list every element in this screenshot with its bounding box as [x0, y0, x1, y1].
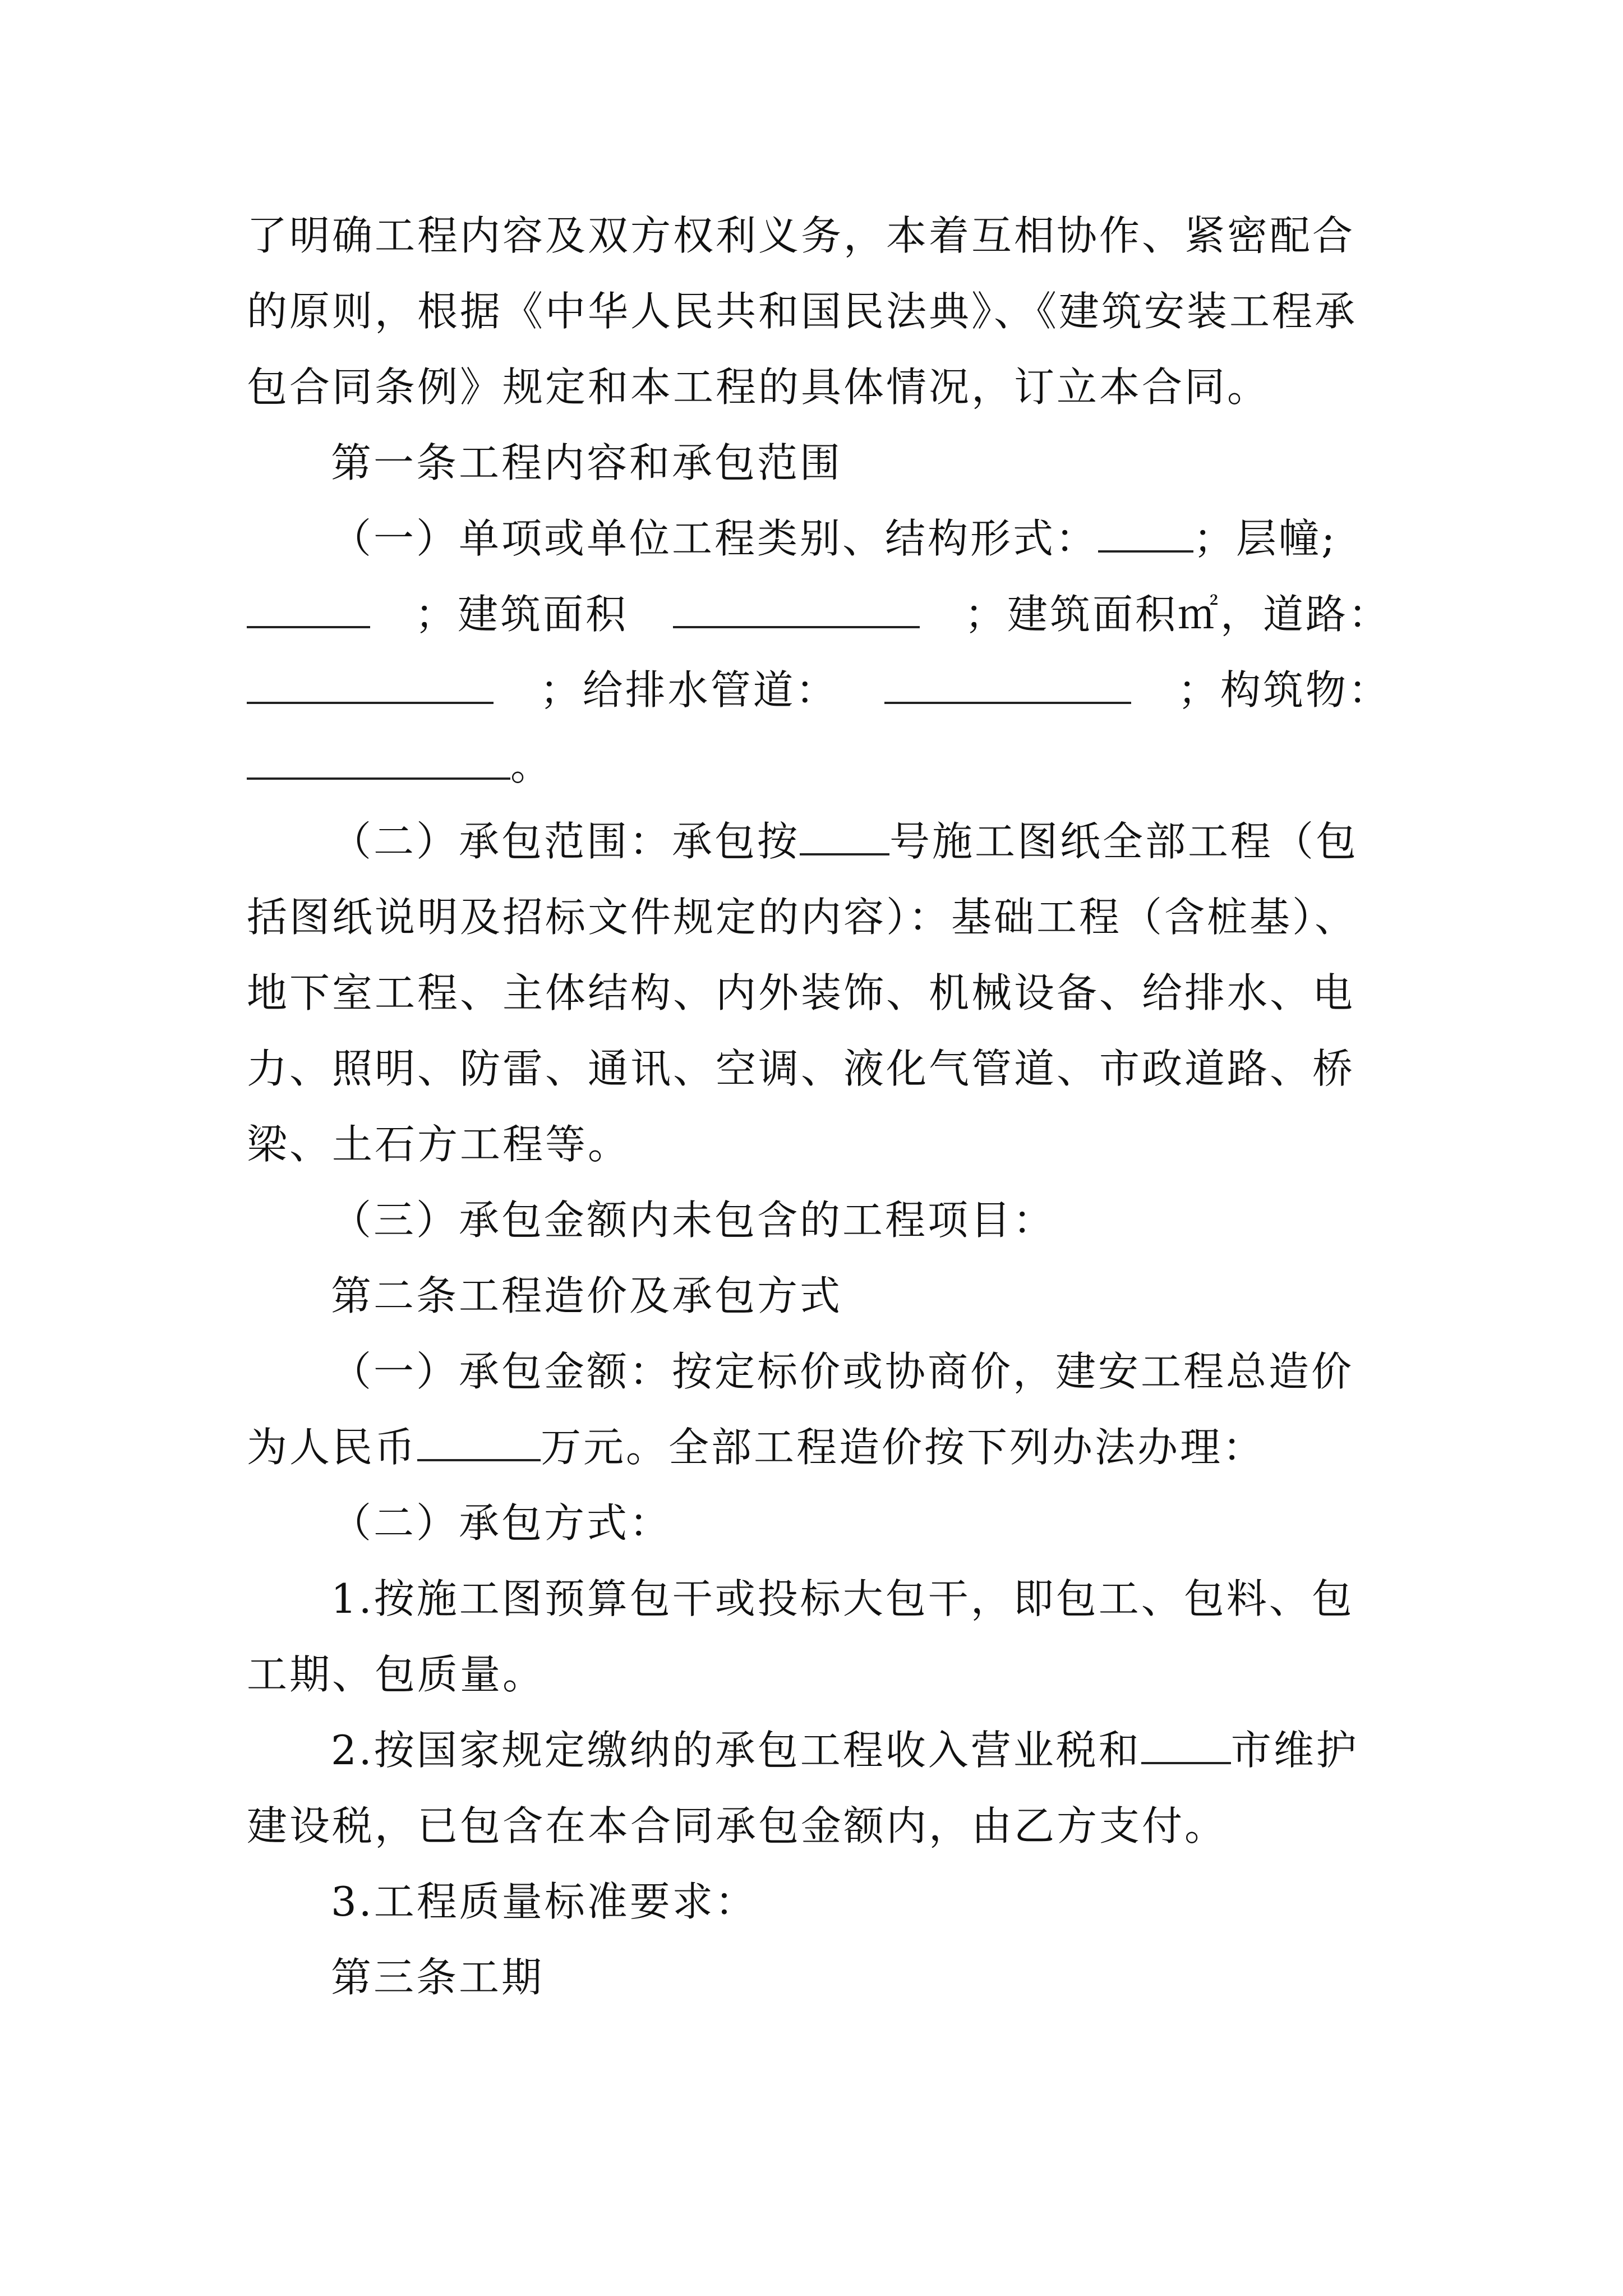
method-1-line-2: 工期、包质量。	[247, 1651, 546, 1698]
scope-label-cont: 号施工图纸全部工程（包	[889, 818, 1359, 865]
floors-label: ；层幢;	[1193, 515, 1338, 562]
drainage-blank[interactable]	[884, 667, 1131, 704]
article-2-title: 第二条工程造价及承包方式	[331, 1272, 843, 1319]
floors-blank[interactable]	[247, 591, 370, 628]
price-amount-blank[interactable]	[417, 1424, 541, 1461]
method-2-line-1	[331, 1722, 1391, 1778]
area-road-label: ；建筑面积㎡，道路：	[964, 591, 1391, 638]
item-1-line-4	[247, 738, 1391, 794]
scope-label: （二）承包范围：承包按	[331, 818, 800, 865]
road-blank[interactable]	[247, 667, 494, 704]
structures-blank[interactable]	[247, 743, 510, 780]
method-3: 3.工程质量标准要求：	[331, 1878, 758, 1925]
item-2-line-2: 括图纸说明及招标文件规定的内容）：基础工程（含桩基）、	[247, 894, 1358, 941]
article-1-title: 第一条工程内容和承包范围	[331, 439, 843, 486]
price-label-cont: 万元。全部工程造价按下列办法办理：	[541, 1424, 1266, 1471]
item-1-label: （一）单项或单位工程类别、结构形式：	[331, 515, 1099, 562]
paragraph-intro-line-3: 包合同条例》规定和本工程的具体情况，订立本合同。	[247, 364, 1270, 411]
item-1-line-3	[247, 662, 1391, 718]
structure-type-blank[interactable]	[1098, 516, 1193, 553]
item-3: （三）承包金额内未包含的工程项目：	[331, 1197, 1056, 1244]
tax-label: 2.按国家规定缴纳的承包工程收入营业税和	[331, 1727, 1141, 1774]
area-label: ；建筑面积	[414, 591, 628, 638]
drawing-number-blank[interactable]	[800, 818, 889, 855]
city-blank[interactable]	[1141, 1727, 1231, 1764]
area-blank[interactable]	[673, 591, 920, 628]
method-2-line-2: 建设税，已包含在本合同承包金额内，由乙方支付。	[247, 1802, 1228, 1849]
price-line-1: （一）承包金额：按定标价或协商价，建安工程总造价	[331, 1348, 1354, 1395]
tax-label-cont: 市维护	[1230, 1727, 1359, 1774]
item-2-line-1	[331, 813, 1391, 869]
price-label: 为人民币	[247, 1424, 418, 1471]
item-1-line-2	[247, 586, 1391, 642]
item-2-line-4: 力、照明、防雷、通讯、空调、液化气管道、市政道路、桥	[247, 1045, 1355, 1092]
item-2-line-3: 地下室工程、主体结构、内外装饰、机械设备、给排水、电	[247, 969, 1355, 1016]
method-1-line-1: 1.按施工图预算包干或投标大包干，即包工、包料、包	[331, 1575, 1354, 1622]
drainage-label: ；给排水管道：	[540, 666, 838, 714]
item-1-end: 。	[510, 742, 554, 789]
paragraph-intro-line-2: 的原则，根据《中华人民共和国民法典》、《建筑安装工程承	[247, 288, 1358, 335]
item-2-line-5: 梁、土石方工程等。	[247, 1121, 631, 1168]
item-1-line-1	[331, 510, 1391, 567]
article-3-title: 第三条工期	[331, 1954, 545, 2001]
paragraph-intro-line-1: 了明确工程内容及双方权利义务，本着互相协作、紧密配合	[247, 212, 1355, 259]
price-line-2	[247, 1419, 1391, 1475]
method-title: （二）承包方式：	[331, 1499, 672, 1547]
structures-label: ；构筑物：	[1177, 666, 1391, 714]
